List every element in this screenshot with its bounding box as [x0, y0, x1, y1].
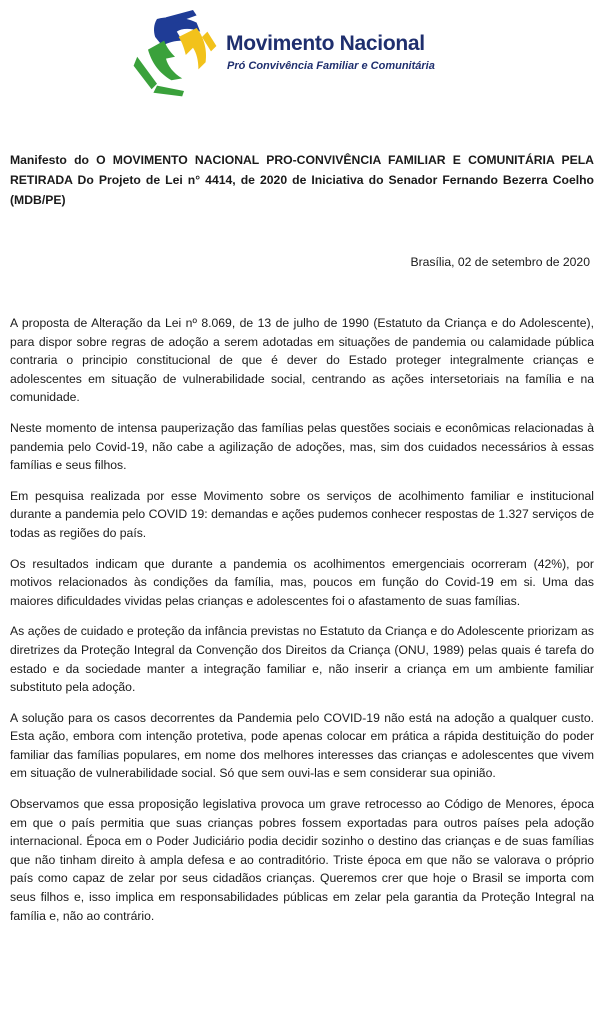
- hands-emblem-icon: [130, 10, 220, 100]
- body-paragraph: Em pesquisa realizada por esse Movimento sobre os serviços de acolhimento familiar e institucional durante a pandemia pelo COVID 19: demandas e ações pudemos conhecer respostas de 1.327 serviços de todas as regiões do país.: [10, 488, 594, 540]
- organization-logo: [130, 10, 450, 100]
- body-paragraph: Observamos que essa proposição legislativa provoca um grave retrocesso ao Código de Menores, época em que o país permitia que suas crianças pobres fossem exportadas para outros países pela adoção internacional. Época em o Poder Judiciário podia decidir sozinho o destino das crianças e de suas famílias que não tinham direito à ampla defesa e ao contraditório. Triste época em que não se valorava o próprio país como capaz de zelar por seus cidadãos crianças. Queremos crer que hoje o Brasil se importa com seus filhos e, isso implica em responsabilidades públicas em zelar pela garantia da Proteção Integral na família e, não ao contrário.: [10, 797, 594, 923]
- body-paragraph: Neste momento de intensa pauperização das famílias pelas questões sociais e econômicas relacionadas à pandemia pelo Covid-19, não cabe a agilização de adoções, mas, sim dos cuidados necessários à essas famílias e seus filhos.: [10, 420, 594, 473]
- document-heading: Manifesto do O MOVIMENTO NACIONAL PRO-CONVIVÊNCIA FAMILIAR E COMUNITÁRIA PELA RETIRADA Do Projeto de Lei n° 4414, de 2020 de Iniciativa do Senador Fernando Bezerra Coelho (MDB/PE): [10, 153, 594, 207]
- body-paragraph: A proposta de Alteração da Lei nº 8.069, de 13 de julho de 1990 (Estatuto da Criança e do Adolescente), para dispor sobre regras de adoção a serem adotadas em situações de pandemia ou calamidade pública contraria o principio constitucional de que é dever do Estado proteger integralmente crianças e adolescentes em situação de vulnerabilidade social, centrando as ações intersetoriais na família e na comunidade.: [10, 316, 594, 405]
- body-paragraph: A solução para os casos decorrentes da Pandemia pelo COVID-19 não está na adoção a qualquer custo. Esta ação, embora com intenção protetiva, pode apenas colocar em prática a rápida destituição do poder familiar das famílias populares, em nome dos melhores interesses das crianças e adolescentes que vivem em situação de vulnerabilidade social. Só que sem ouvi-las e sem considerar sua opinião.: [10, 710, 594, 781]
- logo-title: Movimento Nacional: [226, 32, 425, 55]
- body-paragraph: As ações de cuidado e proteção da infância previstas no Estatuto da Criança e do Adolescente priorizam as diretrizes da Proteção Integral da Convenção dos Direitos da Criança (ONU, 1989) pelas quais é tarefa do estado e da sociedade manter a integração familiar e, não inserir a criança em um ambiente familiar substituto pela adoção.: [10, 624, 594, 695]
- logo-subtitle: Pró Convivência Familiar e Comunitária: [227, 60, 435, 72]
- body-paragraph: Os resultados indicam que durante a pandemia os acolhimentos emergenciais ocorreram (42%), por motivos relacionados às condições da família, mas, poucos em função do Covid-19 em si. Uma das maiores dificuldades vividas pelas crianças e adolescentes foi o afastamento de suas famílias.: [10, 556, 594, 608]
- document-date: Brasília, 02 de setembro de 2020: [410, 255, 590, 269]
- document-body: [10, 314, 594, 937]
